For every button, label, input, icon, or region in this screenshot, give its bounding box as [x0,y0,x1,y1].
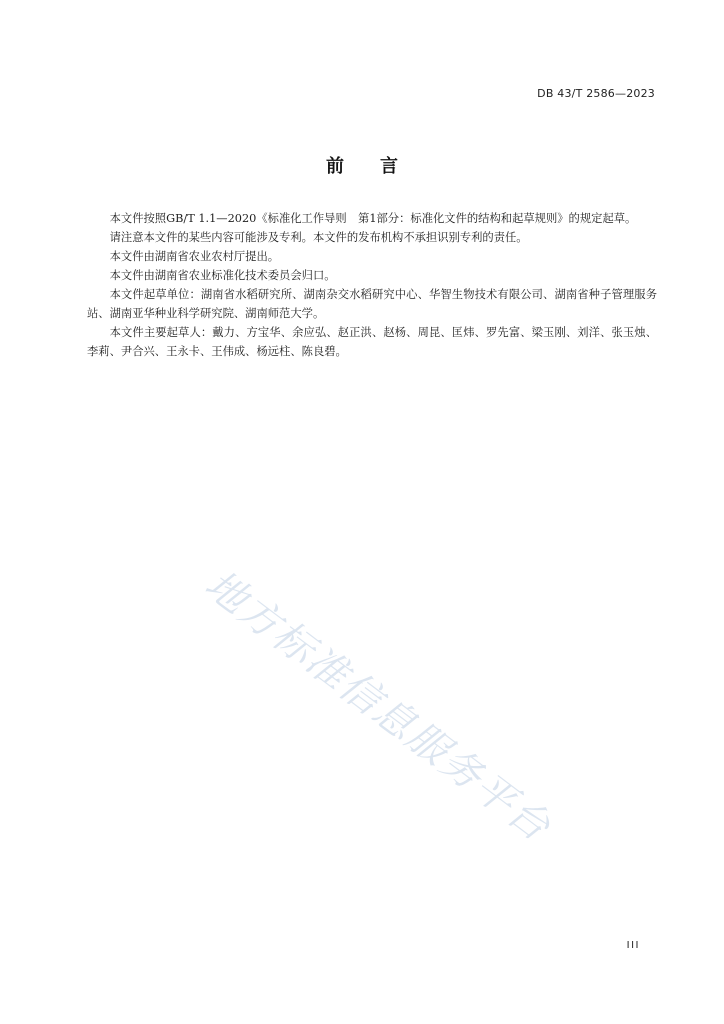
paragraph-patent-notice: 请注意本文件的某些内容可能涉及专利。本文件的发布机构不承担识别专利的责任。 [109,231,528,244]
paragraph-drafting-rules: 本文件按照GB/T 1.1—2020《标准化工作导则 第1部分：标准化文件的结构和起草规则》的规定起草。 [109,212,637,225]
paragraph-proposer: 本文件由湖南省农业农村厅提出。 [109,250,280,263]
watermark-text: 地方标准信息服务平台 [196,561,560,851]
paragraph-centralized-unit: 本文件由湖南省农业标准化技术委员会归口。 [109,269,336,282]
foreword-body [87,209,657,361]
document-code: DB 43/T 2586—2023 [537,87,655,100]
paragraph-main-drafters: 本文件主要起草人：戴力、方宝华、余应弘、赵正洪、赵杨、周昆、匡炜、罗先富、梁玉刚、刘洋、张玉烛、李莉、尹合兴、王永卡、王伟成、杨远柱、陈良碧。 [87,326,657,358]
paragraph-drafting-organizations: 本文件起草单位：湖南省水稻研究所、湖南杂交水稻研究中心、华智生物技术有限公司、湖南省种子管理服务站、湖南亚华种业科学研究院、湖南师范大学。 [87,288,657,320]
page-number: III [626,940,640,951]
page-title: 前言 [326,156,434,177]
